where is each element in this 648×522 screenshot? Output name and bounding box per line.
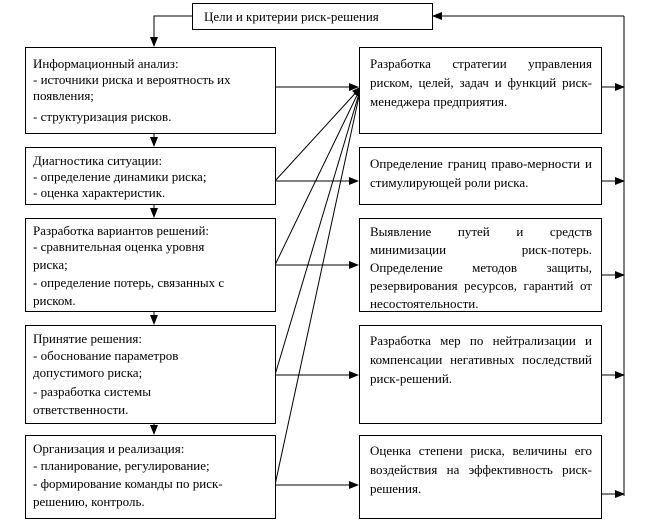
left-box-line: допустимого риска;: [33, 365, 143, 380]
left-box-line: - планирование, регулирование;: [33, 458, 210, 473]
right-box-text: Оценка степени риска, величины его воздействия на эффективность риск-решения.: [370, 443, 592, 496]
left-box-line: - определение потерь, связанных с: [33, 275, 225, 290]
left-box-line: Организация и реализация:: [33, 441, 185, 456]
left-box-line: - определение динамики риска;: [33, 169, 207, 184]
feedback-diagonal-arrow: [275, 87, 361, 375]
top-to-left-connector: [154, 16, 192, 46]
goals-criteria-box: [192, 3, 433, 30]
left-box-information-analysis: [25, 47, 276, 134]
left-box-line: - сравнительная оценка уровня: [33, 239, 205, 254]
right-box-strategy: [359, 47, 602, 134]
left-box-line: Разработка вариантов решений:: [33, 223, 210, 238]
left-box-line: Принятие решения:: [33, 331, 142, 346]
left-box-line: Диагностика ситуации:: [33, 153, 163, 168]
left-box-situation-diagnostics: [25, 147, 276, 205]
left-box-line: ответственности.: [33, 402, 129, 417]
right-box-text: Выявление путей и средств минимизации риск-потерь. Определение методов защиты, резервирования ресурсов, гарантий от несостоятельности.: [370, 224, 592, 311]
right-box-neutralization: [359, 325, 602, 424]
feedback-diagonal-arrow: [275, 87, 361, 181]
left-box-line: риска;: [33, 257, 68, 272]
left-box-line: - оценка характеристик.: [33, 185, 166, 200]
feedback-diagonal-arrow: [275, 87, 361, 265]
left-box-decision-making: [25, 325, 276, 424]
right-box-text: Разработка мер по нейтрализации и компенсации негативных последствий риск-решений.: [370, 333, 592, 386]
left-box-line: риском.: [33, 293, 76, 308]
left-box-line: появления;: [33, 88, 94, 103]
right-box-boundaries: [359, 147, 602, 205]
left-box-line: Информационный анализ:: [33, 56, 179, 71]
right-box-risk-assessment: [359, 435, 602, 519]
feedback-diagonal-arrow: [275, 87, 361, 485]
left-box-line: - обоснование параметров: [33, 348, 179, 363]
left-box-line: - структуризация рисков.: [33, 109, 172, 124]
left-box-line: - формирование команды по риск-: [33, 476, 223, 491]
left-box-organization-implementation: [25, 435, 276, 519]
goals-criteria-label: Цели и критерии риск-решения: [204, 9, 379, 24]
right-box-text: Определение границ право-мерности и стимулирующей роли риска.: [370, 156, 592, 190]
left-box-line: решению, контроль.: [33, 494, 145, 509]
left-box-line: - разработка системы: [33, 384, 151, 399]
left-box-line: - источники риска и вероятность их: [33, 72, 231, 87]
left-box-solution-variants: [25, 218, 276, 312]
right-box-minimization: [359, 218, 602, 312]
right-box-text: Разработка стратегии управления риском, целей, задач и функций риск-менеджера предприятия.: [370, 56, 592, 109]
